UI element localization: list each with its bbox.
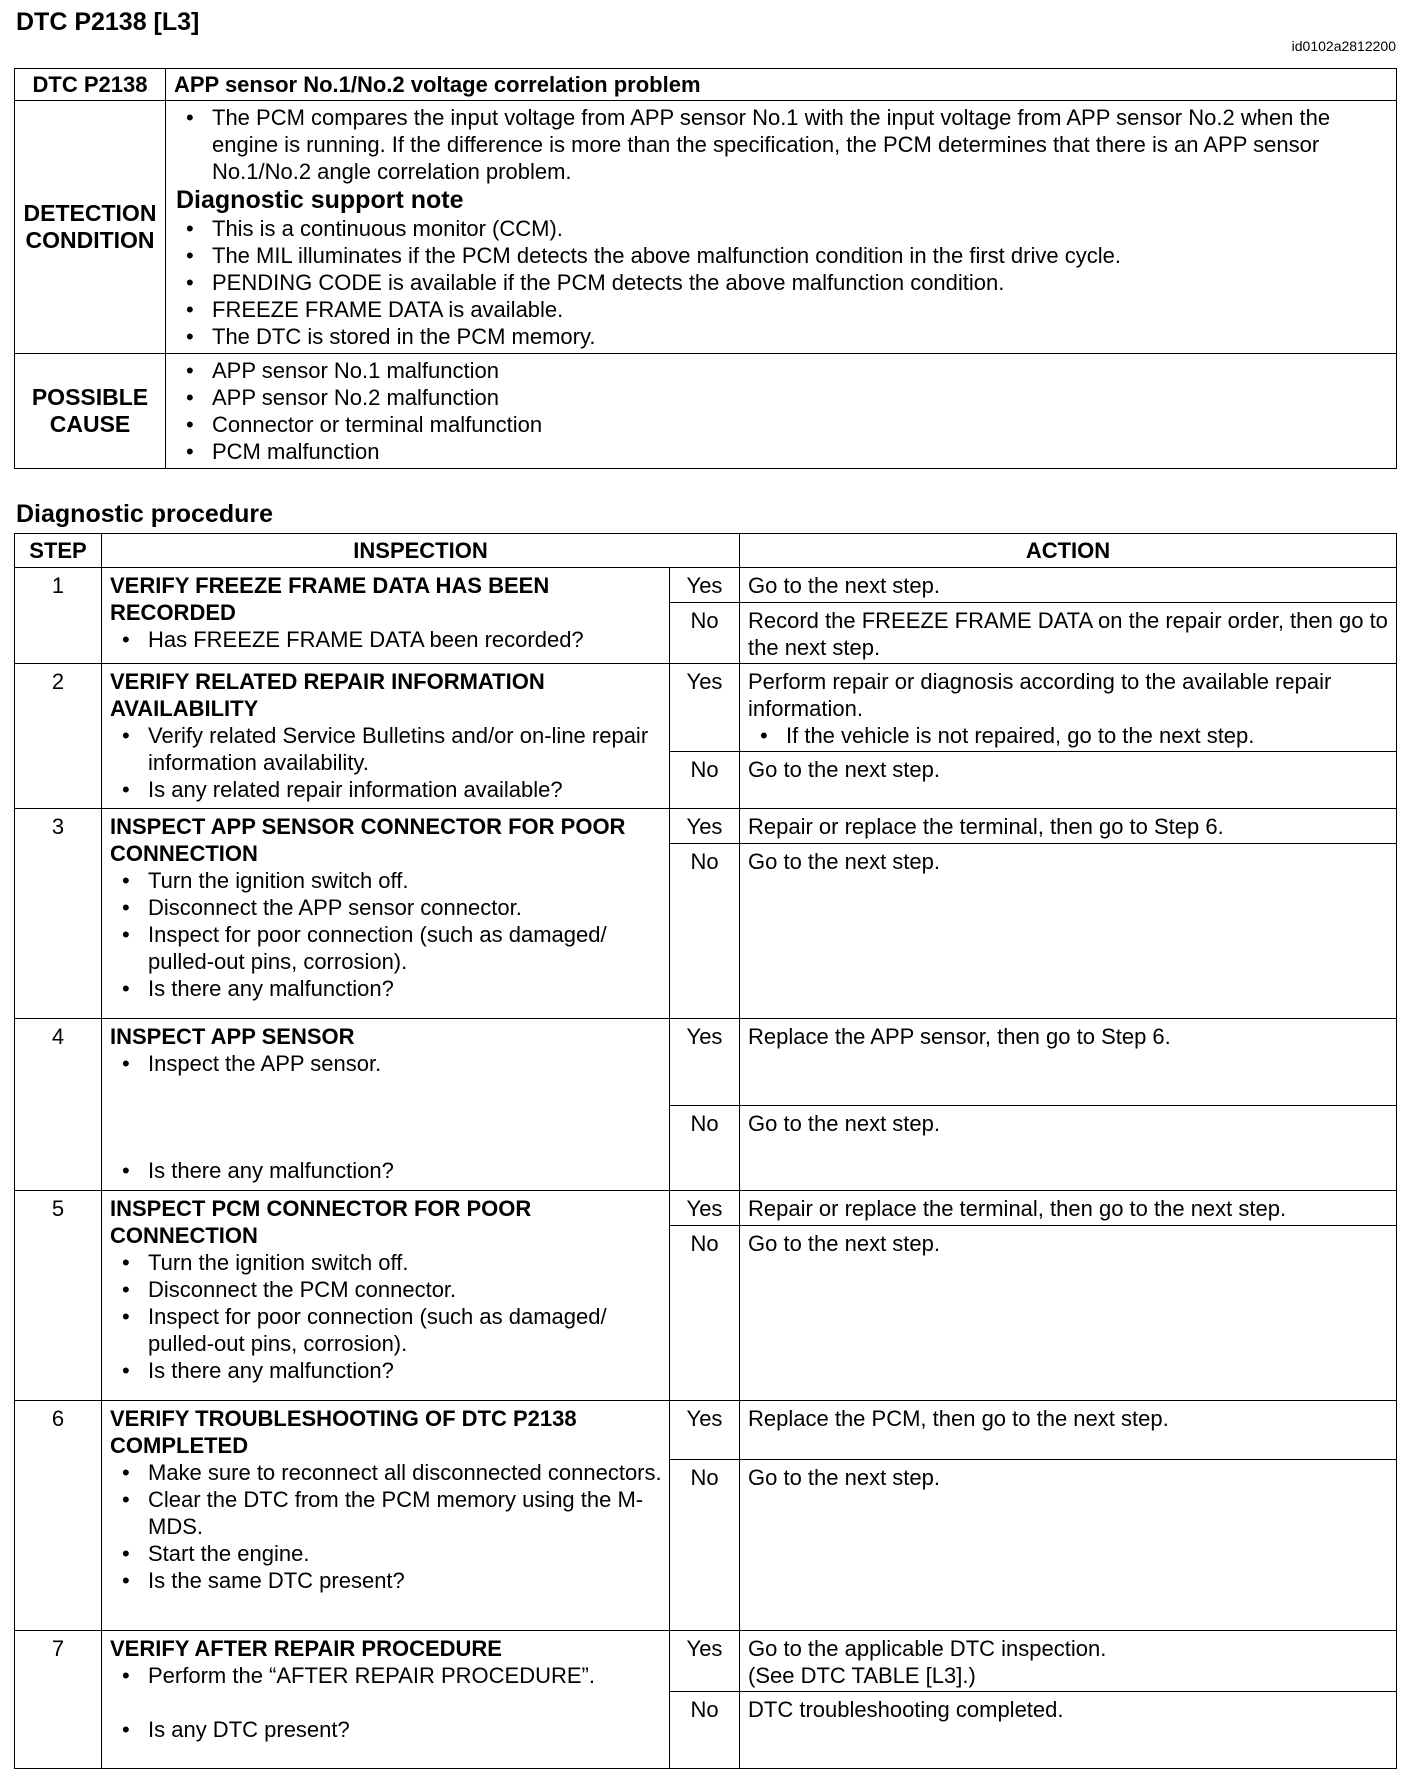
list-item: • Turn the ignition switch off. <box>110 867 663 894</box>
list-item: • PCM malfunction <box>174 438 1390 465</box>
list-item: • Is the same DTC present? <box>110 1567 663 1594</box>
yes-label: Yes <box>670 1191 740 1226</box>
list-item: • Disconnect the APP sensor connector. <box>110 894 663 921</box>
detection-main-text: • The PCM compares the input voltage from APP sensor No.1 with the input voltage from APP sensor No.2 when the engine is running. If the difference is more than the specification, the PCM determines that there is an APP sensor No.1/No.2 angle correlation problem. <box>174 104 1390 185</box>
inspection-cell <box>102 1019 670 1191</box>
list-item: • Inspect for poor connection (such as damaged/ pulled-out pins, corrosion). <box>110 1303 663 1357</box>
yes-action: Replace the PCM, then go to the next step. <box>740 1401 1397 1460</box>
list-item: • FREEZE FRAME DATA is available. <box>174 296 1390 323</box>
no-action: Go to the next step. <box>740 1226 1397 1401</box>
list-item: • Verify related Service Bulletins and/or on-line repair information availability. <box>110 722 663 776</box>
step-number: 6 <box>15 1401 102 1631</box>
diagnostic-procedure-table <box>14 533 1397 1769</box>
list-item: • APP sensor No.2 malfunction <box>174 384 1390 411</box>
table-row <box>15 809 1397 844</box>
no-label: No <box>670 1226 740 1401</box>
list-item: • Is any related repair information available? <box>110 776 663 803</box>
label-line: CONDITION <box>25 227 155 253</box>
no-action: Go to the next step. <box>740 752 1397 809</box>
no-action: Go to the next step. <box>740 1460 1397 1631</box>
step-number: 7 <box>15 1631 102 1769</box>
inspection-title: VERIFY RELATED REPAIR INFORMATION AVAILABILITY <box>110 669 545 721</box>
yes-label: Yes <box>670 1631 740 1692</box>
step-number: 3 <box>15 809 102 1019</box>
dtc-code-cell: DTC P2138 <box>15 69 166 101</box>
detection-condition-row <box>15 101 1397 354</box>
yes-action: Go to the next step. <box>740 568 1397 603</box>
table-row <box>15 1019 1397 1106</box>
no-label: No <box>670 752 740 809</box>
yes-action-reference: (See DTC TABLE [L3].) <box>748 1663 976 1688</box>
inspection-title: VERIFY FREEZE FRAME DATA HAS BEEN RECORDED <box>110 573 550 625</box>
table-row <box>15 1631 1397 1692</box>
dtc-description-cell: APP sensor No.1/No.2 voltage correlation problem <box>166 69 1397 101</box>
support-note-list <box>174 215 1390 350</box>
list-item: • Is there any malfunction? <box>110 975 663 1002</box>
possible-cause-label <box>15 354 166 469</box>
possible-cause-content <box>166 354 1397 469</box>
list-item: • The MIL illuminates if the PCM detects the above malfunction condition in the first drive cycle. <box>174 242 1390 269</box>
diagnostic-procedure-heading: Diagnostic procedure <box>16 500 273 528</box>
no-label: No <box>670 603 740 664</box>
inspection-title: INSPECT APP SENSOR CONNECTOR FOR POOR CONNECTION <box>110 814 626 866</box>
label-line: CAUSE <box>49 411 131 437</box>
list-item: • Is there any malfunction? <box>110 1157 663 1184</box>
yes-label: Yes <box>670 1019 740 1106</box>
support-note-heading: Diagnostic support note <box>176 186 464 214</box>
action-column-header: ACTION <box>740 534 1397 568</box>
document-id: id0102a2812200 <box>1291 38 1396 54</box>
no-label: No <box>670 1692 740 1769</box>
table-row <box>15 568 1397 603</box>
step-number: 5 <box>15 1191 102 1401</box>
yes-action-cell <box>740 1631 1397 1692</box>
list-item: • Inspect for poor connection (such as damaged/ pulled-out pins, corrosion). <box>110 921 663 975</box>
list-item: • If the vehicle is not repaired, go to the next step. <box>748 722 1390 749</box>
yes-label: Yes <box>670 664 740 752</box>
no-label: No <box>670 1460 740 1631</box>
list-item: • Make sure to reconnect all disconnected connectors. <box>110 1459 663 1486</box>
list-item: • APP sensor No.1 malfunction <box>174 357 1390 384</box>
page-title: DTC P2138 [L3] <box>16 8 200 36</box>
yes-action-cell <box>740 664 1397 752</box>
table-row <box>15 1401 1397 1460</box>
list-item: • Is any DTC present? <box>110 1716 663 1743</box>
list-item: • PENDING CODE is available if the PCM detects the above malfunction condition. <box>174 269 1390 296</box>
table-row <box>15 1191 1397 1226</box>
inspection-cell <box>102 664 670 809</box>
list-item: • This is a continuous monitor (CCM). <box>174 215 1390 242</box>
procedure-header-row <box>15 534 1397 568</box>
inspection-title: VERIFY AFTER REPAIR PROCEDURE <box>110 1636 502 1661</box>
yes-action: Repair or replace the terminal, then go to the next step. <box>740 1191 1397 1226</box>
list-item: • The DTC is stored in the PCM memory. <box>174 323 1390 350</box>
inspection-title: INSPECT APP SENSOR <box>110 1024 355 1049</box>
list-item: • Start the engine. <box>110 1540 663 1567</box>
step-number: 1 <box>15 568 102 664</box>
inspection-cell <box>102 1631 670 1769</box>
list-item: • Inspect the APP sensor. <box>110 1050 663 1077</box>
list-item: • Clear the DTC from the PCM memory using the M-MDS. <box>110 1486 663 1540</box>
list-item: • Connector or terminal malfunction <box>174 411 1390 438</box>
inspection-column-header: INSPECTION <box>102 534 740 568</box>
yes-label: Yes <box>670 1401 740 1460</box>
detection-condition-content <box>166 101 1397 354</box>
no-action: Go to the next step. <box>740 844 1397 1019</box>
list-item: • Disconnect the PCM connector. <box>110 1276 663 1303</box>
step-number: 4 <box>15 1019 102 1191</box>
table-row <box>15 664 1397 752</box>
label-line: DETECTION <box>23 200 157 226</box>
list-item: • Turn the ignition switch off. <box>110 1249 663 1276</box>
yes-label: Yes <box>670 809 740 844</box>
no-action: DTC troubleshooting completed. <box>740 1692 1397 1769</box>
list-item: • Perform the “AFTER REPAIR PROCEDURE”. <box>110 1662 663 1689</box>
yes-action: Repair or replace the terminal, then go to Step 6. <box>740 809 1397 844</box>
dtc-info-table <box>14 68 1397 469</box>
no-action: Go to the next step. <box>740 1106 1397 1191</box>
cause-list <box>174 357 1390 465</box>
inspection-title: INSPECT PCM CONNECTOR FOR POOR CONNECTION <box>110 1196 532 1248</box>
yes-action: Go to the applicable DTC inspection. <box>748 1636 1107 1661</box>
inspection-cell <box>102 1191 670 1401</box>
inspection-cell <box>102 1401 670 1631</box>
inspection-title: VERIFY TROUBLESHOOTING OF DTC P2138 COMPLETED <box>110 1406 577 1458</box>
no-label: No <box>670 844 740 1019</box>
no-label: No <box>670 1106 740 1191</box>
list-item: • Is there any malfunction? <box>110 1357 663 1384</box>
step-column-header: STEP <box>15 534 102 568</box>
yes-label: Yes <box>670 568 740 603</box>
inspection-cell <box>102 809 670 1019</box>
yes-action: Replace the APP sensor, then go to Step 6. <box>740 1019 1397 1106</box>
inspection-cell <box>102 568 670 664</box>
no-action: Record the FREEZE FRAME DATA on the repair order, then go to the next step. <box>740 603 1397 664</box>
list-item: • Has FREEZE FRAME DATA been recorded? <box>110 626 663 653</box>
step-number: 2 <box>15 664 102 809</box>
yes-action: Perform repair or diagnosis according to the available repair information. <box>748 669 1332 721</box>
label-line: POSSIBLE <box>31 384 149 410</box>
info-header-row <box>15 69 1397 101</box>
possible-cause-row <box>15 354 1397 469</box>
detection-condition-label <box>15 101 166 354</box>
